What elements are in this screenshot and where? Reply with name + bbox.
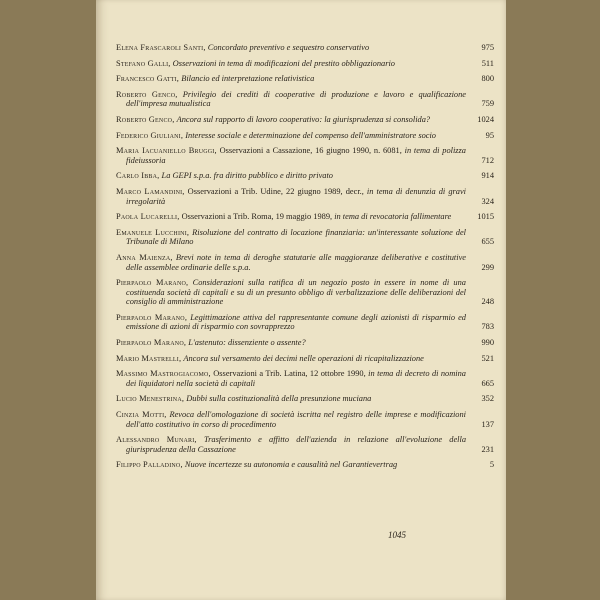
toc-title: Considerazioni sulla ratifica di un negozio posto in essere in nome di una costituenda società di capitali e su di un presunto obbligo di verbalizzazione delle deliberazioni del consiglio di amministrazione [126, 278, 466, 307]
toc-title: Bilancio ed interpretazione relativistica [181, 74, 315, 84]
toc-title: La GEPI s.p.a. fra diritto pubblico e diritto privato [161, 171, 333, 181]
toc-page-number: 712 [481, 155, 494, 165]
toc-entry [116, 369, 494, 388]
toc-entry [116, 115, 494, 125]
toc-entry [116, 74, 494, 84]
toc-page-number: 511 [481, 58, 494, 68]
toc-page-number: 1015 [477, 212, 494, 222]
toc-page-number: 137 [481, 419, 494, 429]
toc-entry [116, 435, 494, 454]
toc-reference: Osservazioni a Trib. Roma, 19 maggio 1989, [181, 212, 333, 222]
toc-title: Nuove incertezze su autonomia e causalità nel Garantievertrag [184, 460, 398, 470]
toc-title: Ancora sul rapporto di lavoro cooperativo: la giurisprudenza si consolida? [176, 114, 431, 124]
toc-page-number: 521 [481, 353, 494, 363]
toc-page-number: 665 [481, 378, 494, 388]
toc-title: Interesse sociale e determinazione del compenso dell'amministratore socio [185, 130, 436, 140]
toc-page-number: 990 [481, 338, 494, 348]
toc-entry-text [116, 228, 466, 247]
toc-entry [116, 313, 494, 332]
toc-entry-text [116, 146, 466, 165]
toc-author: Massimo Mastrogiacomo, [116, 369, 211, 379]
toc-author: Roberto Genco, [116, 114, 175, 124]
toc-page-number: 352 [481, 394, 494, 404]
toc-title: Privilegio dei crediti di cooperative di produzione e lavoro e qualificazione dell'impresa mutualistica [126, 89, 467, 109]
toc-author: Pierpaolo Marano, [116, 338, 187, 348]
toc-reference: Osservazioni a Cassazione, 16 giugno 1990, n. 6081, [219, 146, 402, 156]
toc-title: in tema di decreto di nomina dei liquidatori nella società di capitali [126, 369, 466, 388]
toc-entry-text [116, 435, 466, 454]
toc-title: Risoluzione del contratto di locazione finanziaria: un'interessante soluzione del Tribunale di Milano [126, 227, 466, 247]
table-of-contents [116, 43, 494, 476]
toc-entry [116, 212, 494, 222]
toc-author: Maria Iacuaniello Bruggi, [116, 146, 217, 156]
toc-title: in tema di denunzia di gravi irregolarità [126, 186, 467, 206]
toc-author: Emanuele Lucchini, [116, 227, 190, 237]
toc-author: Francesco Gatti, [116, 74, 180, 84]
toc-entry-text [116, 394, 466, 404]
toc-entry [116, 228, 494, 247]
book-page [96, 0, 506, 600]
toc-reference: Osservazioni a Trib. Udine, 22 giugno 1989, decr., [187, 186, 364, 196]
toc-author: Stefano Galli, [116, 58, 171, 68]
toc-page-number: 975 [481, 43, 494, 52]
toc-author: Alessandro Munari, [116, 435, 197, 445]
toc-entry-text [116, 131, 466, 141]
toc-entry-text [116, 187, 466, 206]
toc-author: Pierpaolo Marano, [116, 312, 188, 322]
toc-entry [116, 460, 494, 470]
toc-author: Paola Lucarelli, [116, 212, 180, 222]
toc-title: Dubbi sulla costituzionalità della presunzione muciana [186, 394, 372, 404]
toc-entry [116, 338, 494, 348]
toc-title: Trasferimento e affitto dell'azienda in relazione all'evoluzione della giurisprudenza della Cassazione [126, 435, 467, 454]
toc-page-number: 783 [481, 322, 494, 332]
toc-title: in tema di revocatoria fallimentare [334, 212, 452, 222]
toc-entry-text [116, 313, 466, 332]
toc-entry-text [116, 90, 466, 109]
toc-page-number: 248 [481, 297, 494, 307]
toc-entry [116, 59, 494, 69]
toc-entry-text [116, 410, 466, 429]
toc-title: Legittimazione attiva del rappresentante comune degli azionisti di risparmio ed emissione di azioni di risparmio con sovrapprezzo [126, 312, 466, 332]
toc-page-number: 95 [485, 130, 494, 140]
toc-author: Marco Lamandini, [116, 186, 185, 196]
toc-author: Roberto Genco, [116, 89, 178, 99]
toc-title: Revoca dell'omologazione di società iscritta nel registro delle imprese e modificazioni dell'atto costitutivo in corso di procedimento [126, 410, 467, 429]
toc-page-number: 231 [481, 444, 494, 454]
toc-entry [116, 394, 494, 404]
toc-entry-text [116, 74, 466, 84]
toc-reference: Osservazioni a Trib. Latina, 12 ottobre 1990, [213, 369, 366, 379]
toc-author: Federico Giuliani, [116, 130, 184, 140]
toc-author: Filippo Palladino, [116, 460, 183, 470]
toc-page-number: 655 [481, 237, 494, 247]
toc-entry-text [116, 354, 466, 364]
toc-entry-text [116, 338, 466, 348]
toc-author: Mario Mastrelli, [116, 353, 182, 363]
toc-entry [116, 354, 494, 364]
toc-author: Cinzia Motti, [116, 410, 167, 420]
toc-author: Anna Maienza, [116, 252, 173, 262]
toc-author: Carlo Ibba, [116, 171, 160, 181]
toc-entry-text [116, 253, 466, 272]
toc-entry-text [116, 460, 466, 470]
toc-title: in tema di polizza fideiussoria [126, 146, 466, 165]
toc-title: Osservazioni in tema di modificazioni del prestito obbligazionario [172, 58, 395, 68]
toc-entry [116, 171, 494, 181]
total-pages: 1045 [388, 530, 406, 540]
toc-entry-text [116, 212, 466, 222]
toc-entry [116, 146, 494, 165]
toc-author: Elena Frascaroli Santi, [116, 43, 206, 52]
toc-entry-text [116, 115, 466, 125]
toc-page-number: 800 [481, 74, 494, 84]
toc-title: Concordato preventivo e sequestro conservativo [207, 43, 370, 52]
toc-entry [116, 410, 494, 429]
toc-entry [116, 187, 494, 206]
toc-entry-text [116, 369, 466, 388]
toc-page-number: 759 [481, 99, 494, 109]
toc-entry-text [116, 43, 466, 53]
toc-page-number: 1024 [477, 114, 494, 124]
toc-entry [116, 253, 494, 272]
toc-author: Pierpaolo Marano, [116, 278, 189, 288]
toc-page-number: 299 [481, 262, 494, 272]
toc-entry [116, 90, 494, 109]
toc-title: Brevi note in tema di deroghe statutarie alle maggioranze deliberative e costitutive delle assemblee ordinarie delle s.p.a. [126, 252, 467, 272]
toc-title: Ancora sul versamento dei decimi nelle operazioni di ricapitalizzazione [183, 353, 424, 363]
toc-entry [116, 131, 494, 141]
toc-entry [116, 278, 494, 307]
toc-entry-text [116, 171, 466, 181]
toc-entry-text [116, 59, 466, 69]
toc-title: L'astenuto: dissenziente o assente? [188, 338, 306, 348]
toc-author: Lucio Menestrina, [116, 394, 185, 404]
toc-page-number: 5 [489, 460, 494, 470]
toc-entry-text [116, 278, 466, 307]
toc-page-number: 324 [481, 196, 494, 206]
toc-entry [116, 43, 494, 53]
toc-page-number: 914 [481, 171, 494, 181]
